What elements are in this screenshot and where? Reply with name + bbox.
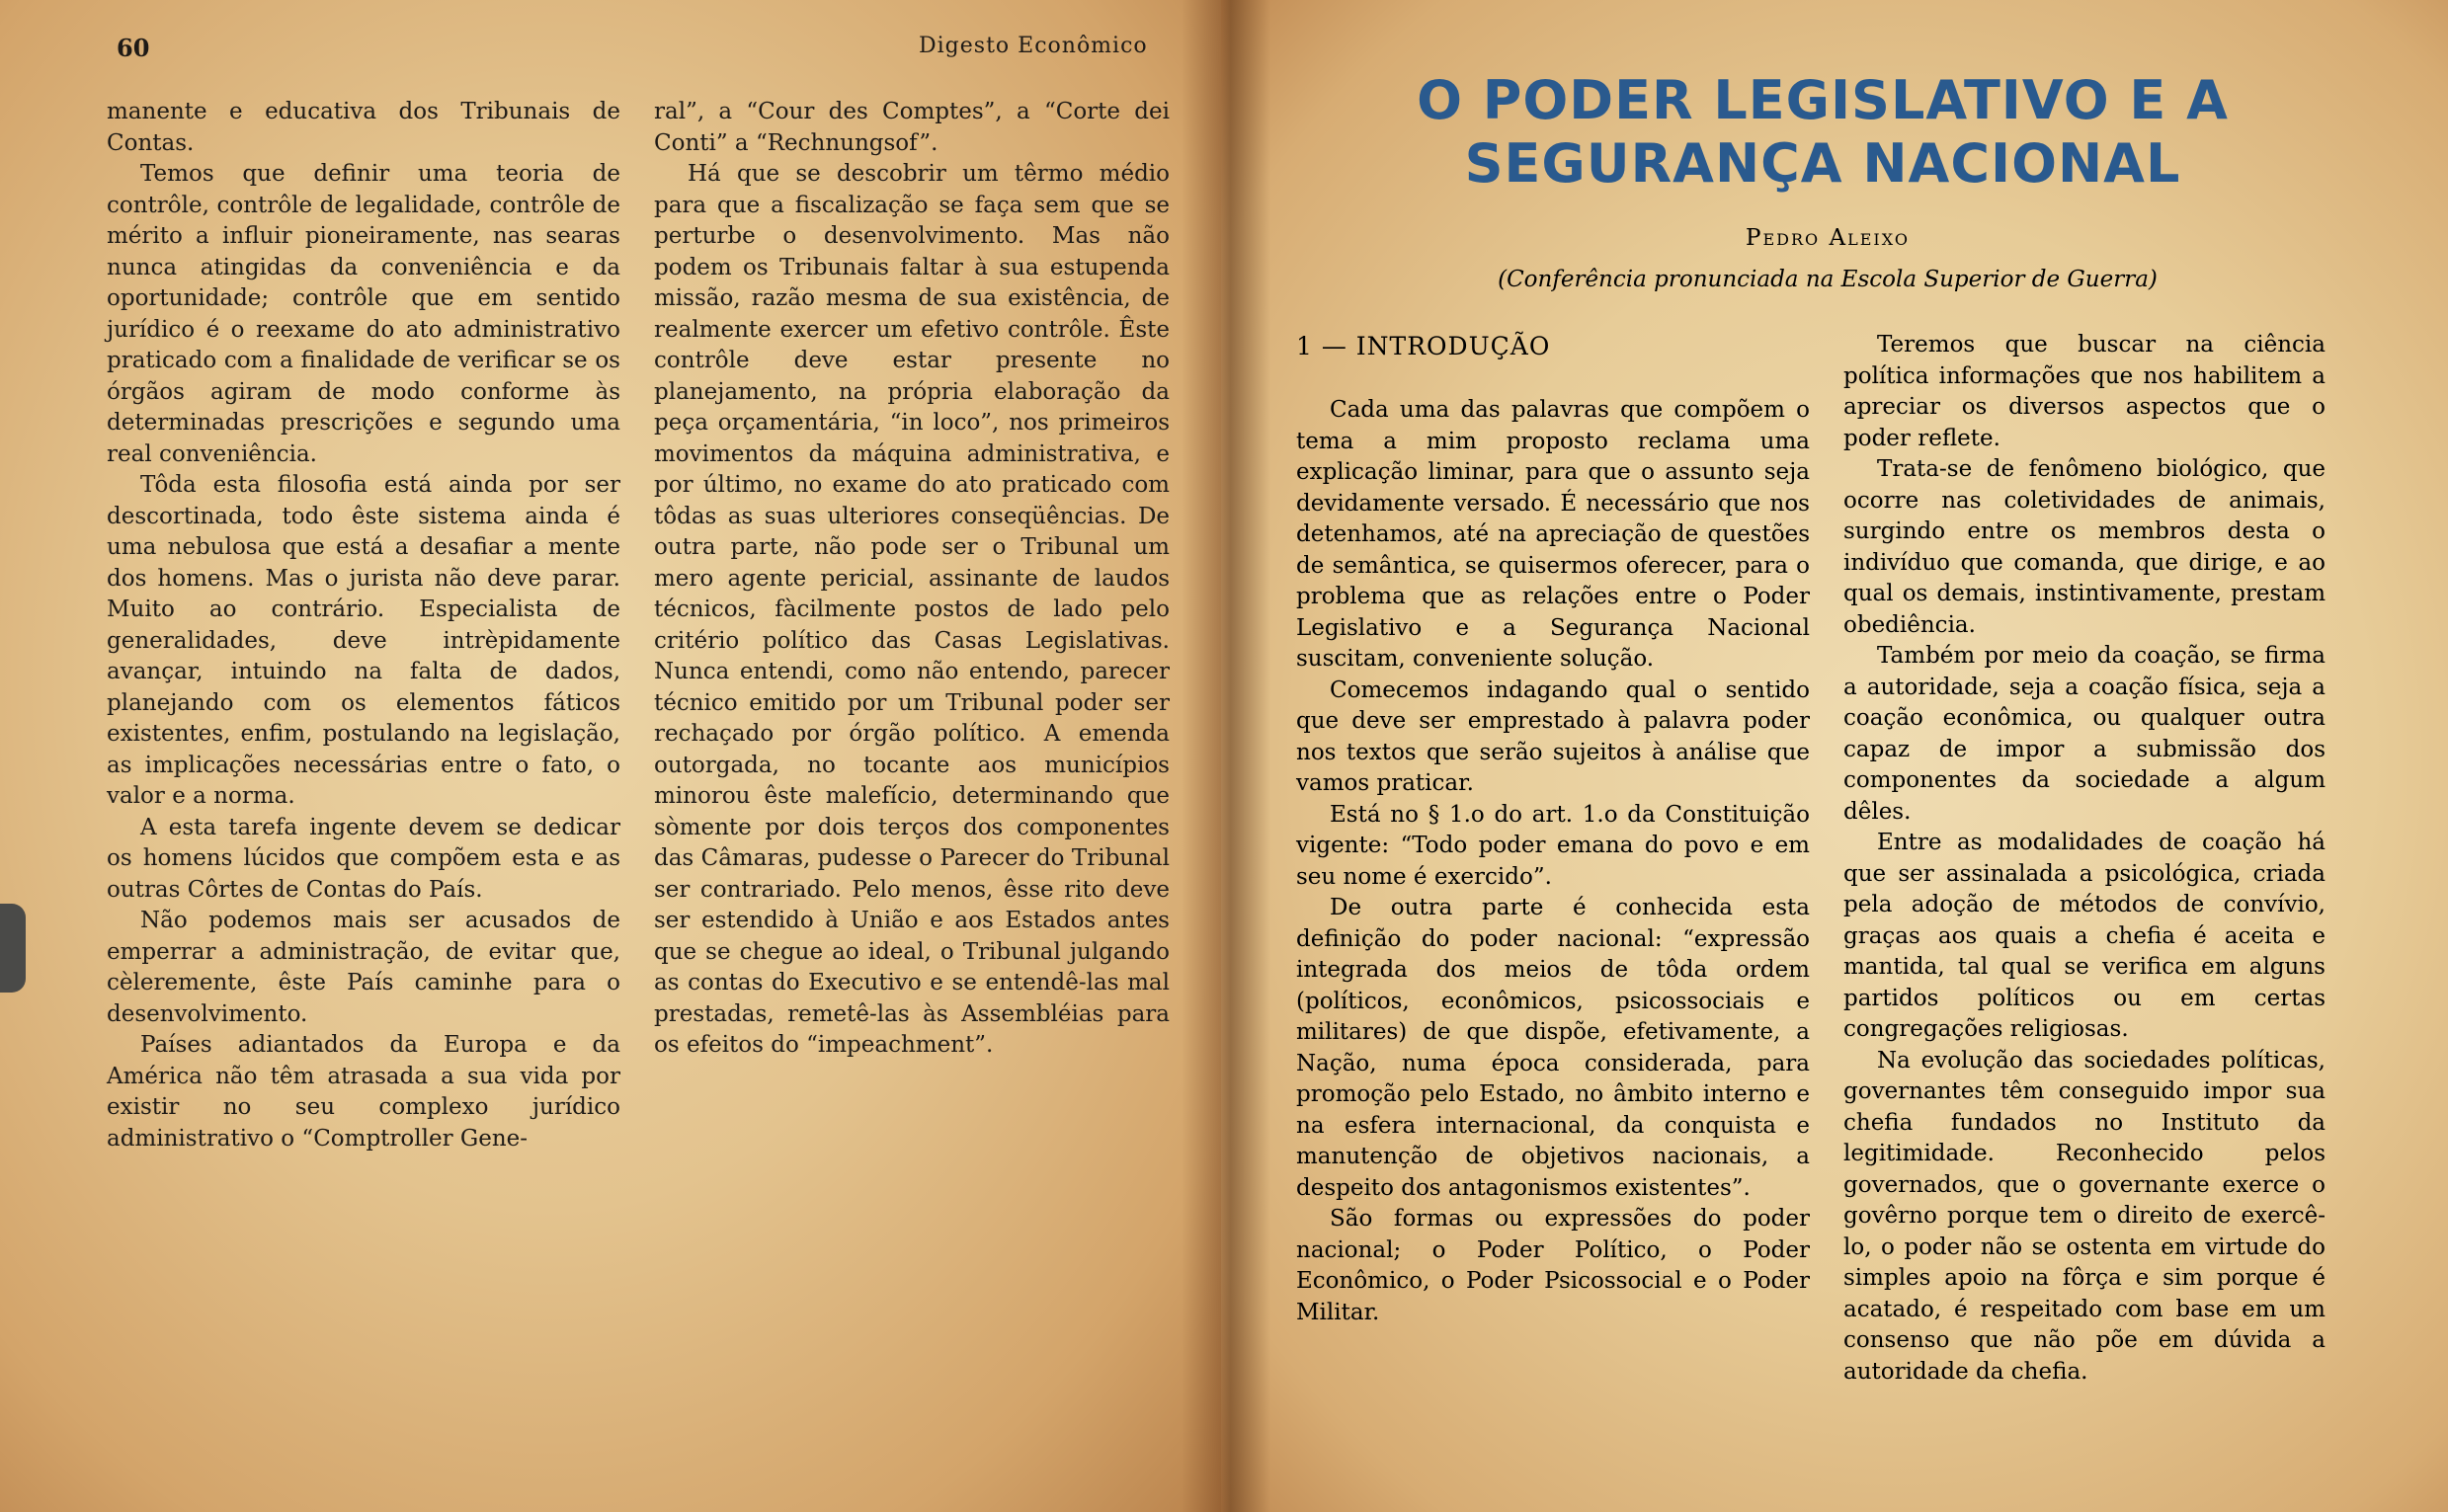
right-column-2 <box>1843 330 2326 1388</box>
binder-clip <box>0 904 26 993</box>
article-title: O PODER LEGISLATIVO E A SEGURANÇA NACIONAL <box>1417 69 2229 195</box>
right-column-1 <box>1296 395 1810 1328</box>
paragraph: Temos que definir uma teoria de contrôle, contrôle de legalidade, contrôle de mérito a influir pioneiramente, nas searas nunca atingidas da conveniência e da oportunidade; contrôle que em sentido jurídico é o reexame do ato administrativo praticado com a finalidade de verificar se os órgãos agiram de modo conforme às determinadas prescrições e segundo uma real conveniência. <box>107 161 620 467</box>
paragraph: Trata-se de fenômeno biológico, que ocorre nas coletividades de animais, surgindo entre os membros desta o indivíduo que comanda, que dirige, e ao qual os demais, instintivamente, prestam obediência. <box>1843 456 2326 638</box>
paragraph: São formas ou expressões do poder nacional; o Poder Político, o Poder Econômico, o Poder Psicossocial e o Poder Militar. <box>1296 1206 1810 1325</box>
article-subtitle: (Conferência pronunciada na Escola Superior de Guerra) <box>1498 267 2158 292</box>
paragraph: Na evolução das sociedades políticas, governantes têm conseguido impor sua chefia fundados no Instituto da legitimidade. Reconhecido pelos governados, que o governante exerce o govêrno porque tem o direito de exercê-lo, o poder não se ostenta em virtude do simples apoio na fôrça e sim porque é acatado, é respeitado com base em um consenso que não põe em dúvida a autoridade da chefia. <box>1843 1047 2326 1385</box>
paragraph: De outra parte é conhecida esta definição do poder nacional: “expressão integrada dos meios de tôda ordem (políticos, econômicos, psicossociais e militares) de que dispõe, efetivamente, a Nação, numa época considerada, para promoção pelo Estado, no âmbito interno e na esfera internacional, da conquista e manutenção de objetivos nacionais, a despeito dos antagonismos existentes”. <box>1296 895 1810 1201</box>
paragraph: Há que se descobrir um têrmo médio para que a fiscalização se faça sem que se perturbe o desenvolvimento. Mas não podem os Tribunais faltar à sua estupenda missão, razão mesma de sua existência, de realmente exercer um efetivo contrôle. Êste contrôle deve estar presente no planejamento, na própria elaboração da peça orçamentária, “in loco”, nos primeiros movimentos da máquina administrativa, e por último, no exame do ato praticado com tôdas as suas ulteriores conseqüências. De outra parte, não pode ser o Tribunal um mero agente pericial, assinante de laudos técnicos, fàcilmente postos de lado pelo critério político das Casas Legislativas. Nunca entendi, como não entendo, parecer técnico emitido por um Tribunal poder ser rechaçado por órgão político. A emenda outorgada, no tocante aos municípios minorou êste malefício, determinando que sòmente por dois terços dos componentes das Câmaras, pudesse o Parecer do Tribunal ser contrariado. Pelo menos, êsse rito deve ser estendido à União e aos Estados antes que se chegue ao ideal, o Tribunal julgando as contas do Executivo e se entendê-las mal prestadas, remetê-las às Assembléias para os efeitos do “impeachment”. <box>654 161 1170 1058</box>
section-heading: 1 — INTRODUÇÃO <box>1296 332 1551 360</box>
left-page <box>0 0 1221 1512</box>
paragraph: Cada uma das palavras que compõem o tema a mim proposto reclama uma explicação liminar, para que o assunto seja devidamente versado. É necessário que nos detenhamos, até na apreciação de questões de semântica, se quisermos oferecer, para o problema que as relações entre o Poder Legislativo e a Segurança Nacional suscitam, conveniente solução. <box>1296 397 1810 672</box>
left-column-2 <box>654 97 1170 1062</box>
paragraph: Teremos que buscar na ciência política informações que nos habilitem a apreciar os diversos aspectos que o poder reflete. <box>1843 332 2326 451</box>
paragraph: manente e educativa dos Tribunais de Contas. <box>107 99 620 156</box>
page-number: 60 <box>117 34 150 62</box>
paragraph: Tôda esta filosofia está ainda por ser descortinada, todo êste sistema ainda é uma nebulosa que está a desafiar a mente dos homens. Mas o jurista não deve parar. Muito ao contrário. Especialista de generalidades, deve intrèpidamente avançar, intuindo na falta de dados, planejando com os elementos fáticos existentes, enfim, postulando na legislação, as implicações necessárias entre o fato, o valor e a norma. <box>107 472 620 809</box>
article-author: Pedro Aleixo <box>1746 225 1910 251</box>
paragraph: Está no § 1.o do art. 1.o da Constituição vigente: “Todo poder emana do povo e em seu nome é exercido”. <box>1296 801 1810 890</box>
paragraph: A esta tarefa ingente devem se dedicar os homens lúcidos que compõem esta e as outras Côrtes de Contas do País. <box>107 814 620 903</box>
paragraph: Países adiantados da Europa e da América não têm atrasada a sua vida por existir no seu complexo jurídico administrativo o “Comptroller Gene- <box>107 1032 620 1152</box>
paragraph: Também por meio da coação, se firma a autoridade, seja a coação física, seja a coação econômica, ou qualquer outra capaz de impor a submissão dos componentes da sociedade a algum dêles. <box>1843 643 2326 825</box>
paragraph: Entre as modalidades de coação há que ser assinalada a psicológica, criada pela adoção de métodos de convívio, graças aos quais a chefia é aceita e mantida, tal qual se verifica em alguns partidos políticos ou em certas congregações religiosas. <box>1843 830 2326 1042</box>
paragraph: Não podemos mais ser acusados de emperrar a administração, de evitar que, cèleremente, êste País caminhe para o desenvolvimento. <box>107 908 620 1027</box>
book-gutter <box>1182 0 1270 1512</box>
running-head: Digesto Econômico <box>919 34 1148 58</box>
paragraph: Comecemos indagando qual o sentido que deve ser emprestado à palavra poder nos textos que serão sujeitos à análise que vamos praticar. <box>1296 676 1810 796</box>
paragraph: ral”, a “Cour des Comptes”, a “Corte dei Conti” a “Rechnungsof”. <box>654 99 1170 156</box>
left-column-1 <box>107 97 620 1154</box>
